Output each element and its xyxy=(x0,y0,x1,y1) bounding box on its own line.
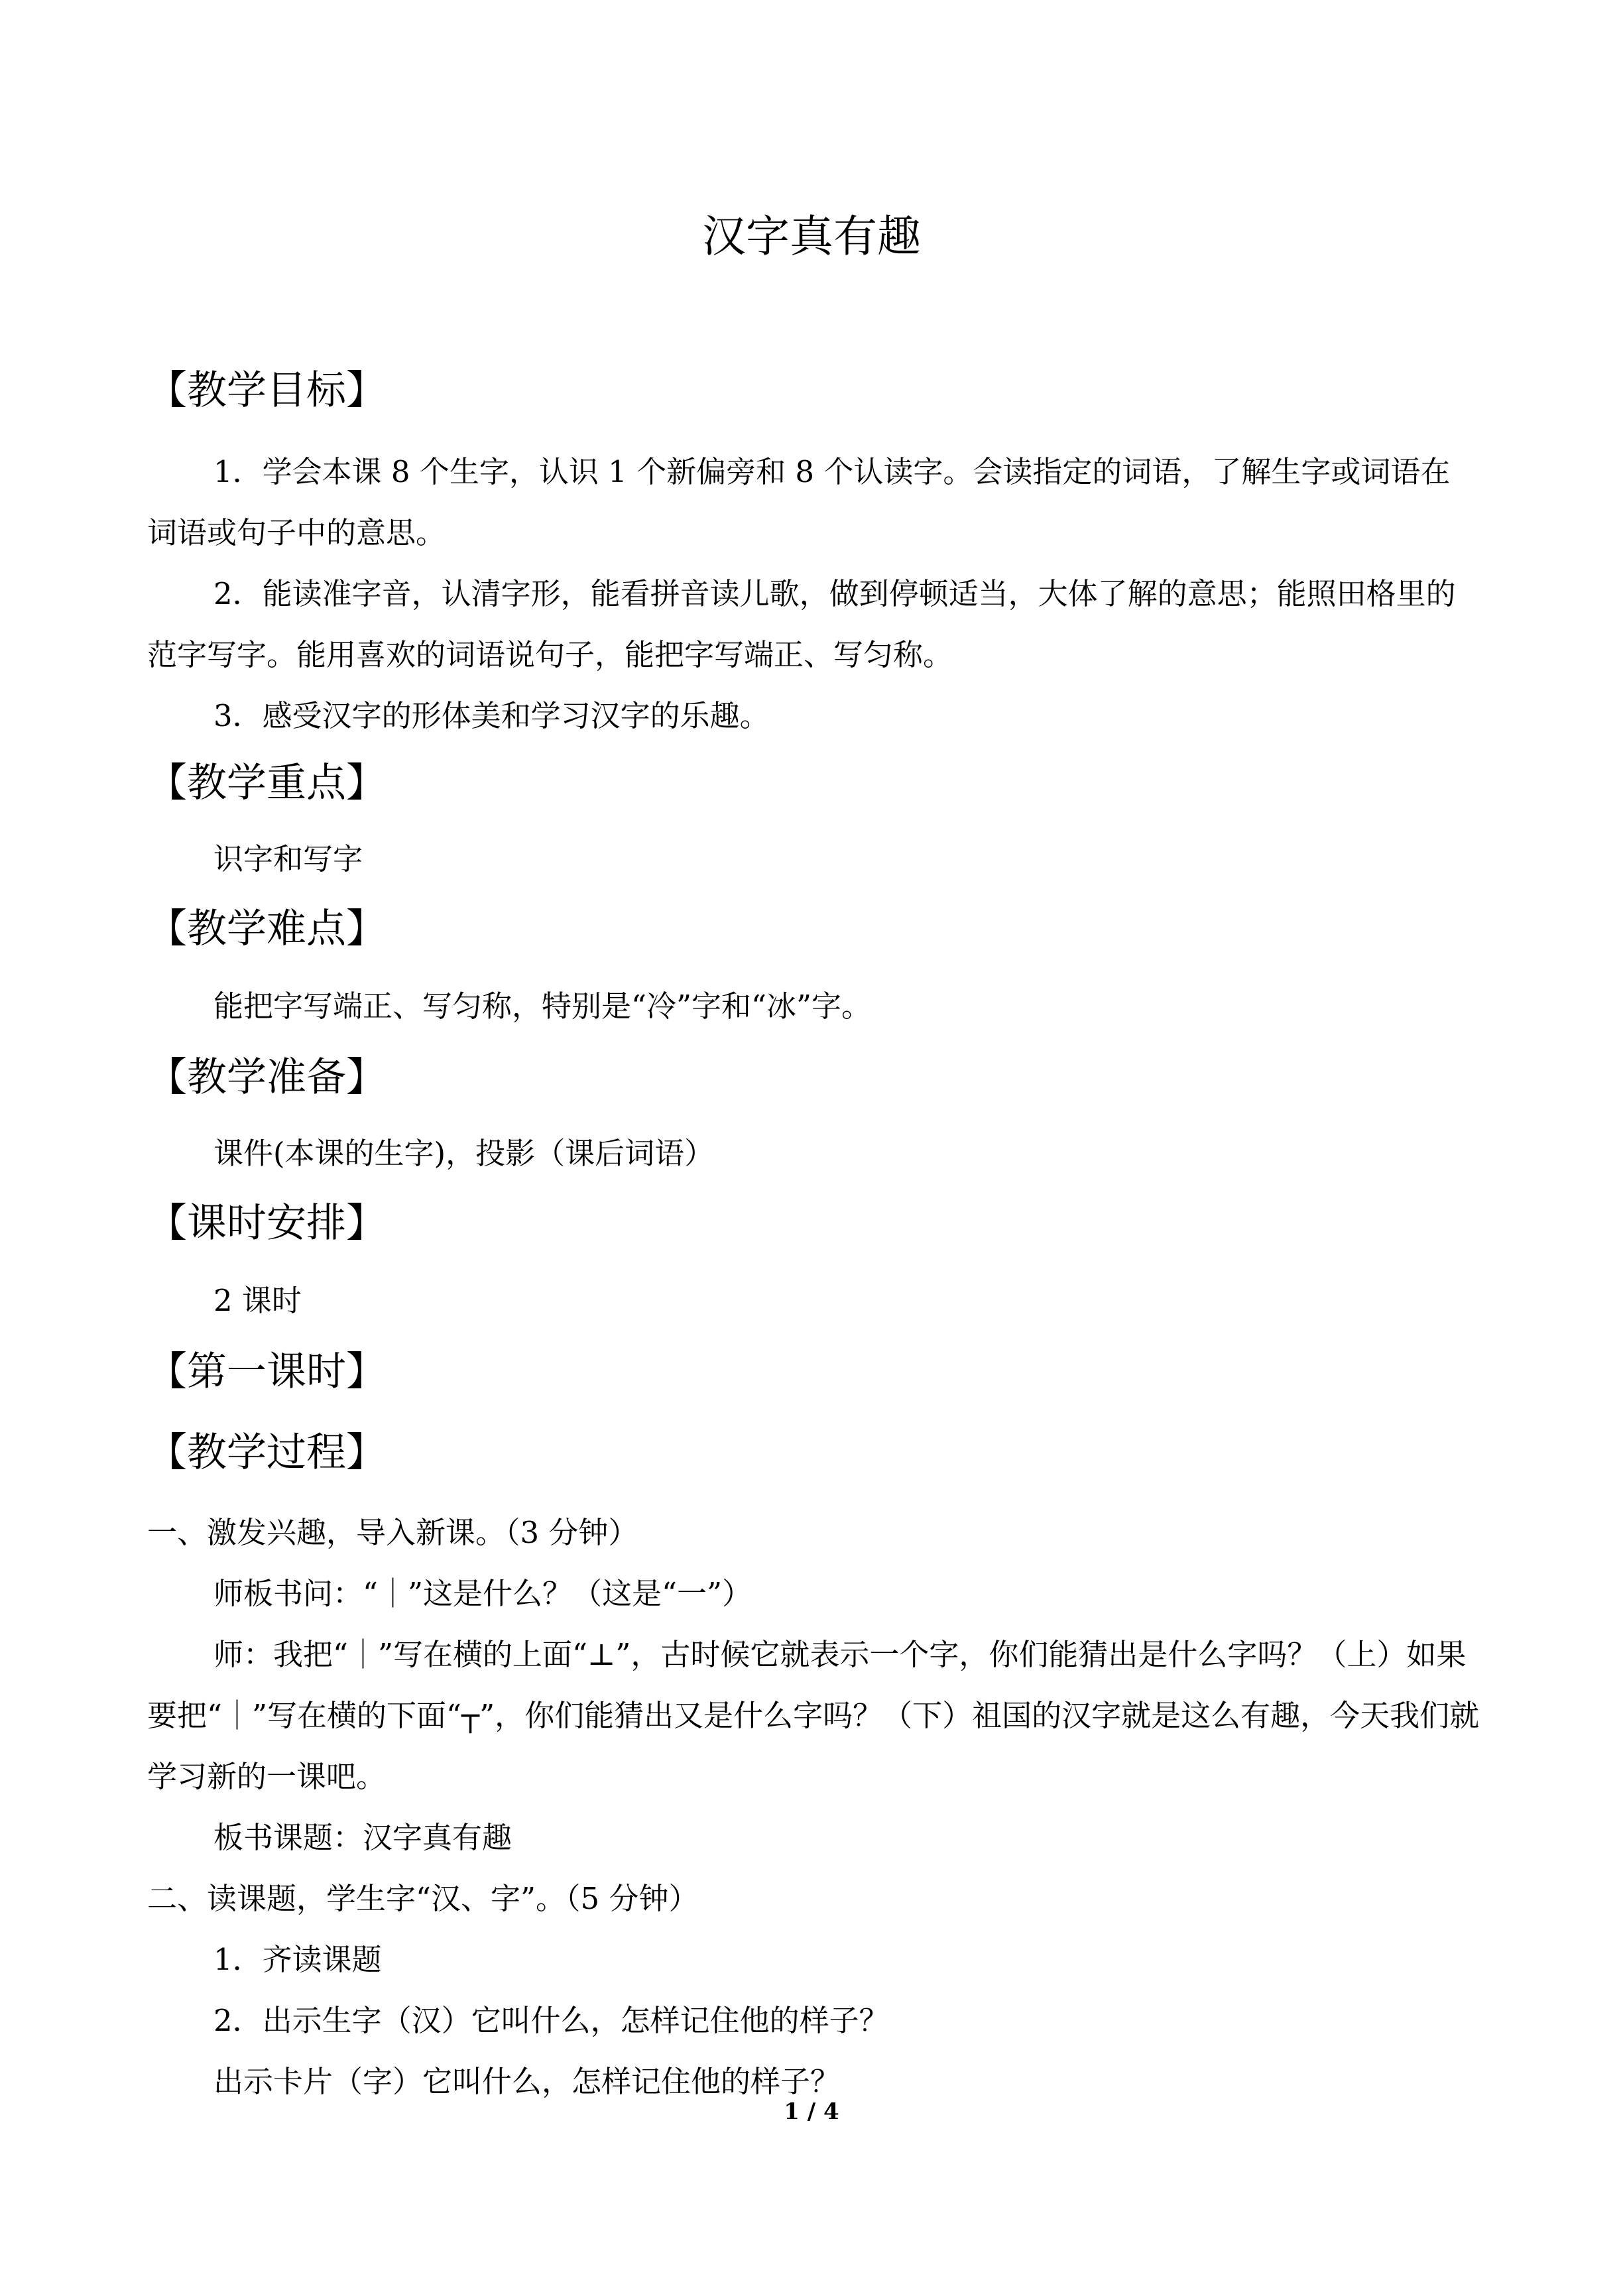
preparation-text: 课件(本课的生字)，投影（课后词语） xyxy=(213,1136,715,1171)
process-step2-line1: 1．齐读课题 xyxy=(213,1942,382,1977)
process-step1-paragraph: 师：我把“｜”写在横的上面“⊥”，古时候它就表示一个字，你们能猜出是什么字吗？（上）如果要把“｜”写在横的下面“┬”，你们能猜出又是什么字吗？（下）祖国的汉字就是这么有趣，今天我们就学习新的一课吧。 xyxy=(147,1637,1480,1794)
process-step1-line1: 师板书问：“｜”这是什么？（这是“一”） xyxy=(213,1576,752,1611)
heading-process: 【教学过程】 xyxy=(147,1429,386,1476)
heading-preparation: 【教学准备】 xyxy=(147,1054,386,1101)
heading-first-lesson: 【第一课时】 xyxy=(147,1349,386,1395)
process-step2-line3: 出示卡片（字）它叫什么，怎样记住他的样子？ xyxy=(213,2064,841,2099)
heading-difficulties: 【教学难点】 xyxy=(147,906,386,952)
process-step2-line2: 2．出示生字（汉）它叫什么，怎样记住他的样子？ xyxy=(213,2003,889,2038)
document-title: 汉字真有趣 xyxy=(702,211,921,262)
process-step2-title: 二、读课题，学生字“汉、字”。（5 分钟） xyxy=(147,1881,699,1916)
schedule-text: 2 课时 xyxy=(213,1283,302,1318)
process-step1-line2: 板书课题：汉字真有趣 xyxy=(213,1820,512,1855)
process-step1-title: 一、激发兴趣，导入新课。（3 分钟） xyxy=(147,1515,638,1550)
page-number: 1 / 4 xyxy=(784,2098,839,2125)
difficulties-text: 能把字写端正、写匀称，特别是“冷”字和“冰”字。 xyxy=(213,989,872,1024)
objective-item-3: 3．感受汉字的形体美和学习汉字的乐趣。 xyxy=(213,698,770,733)
heading-schedule: 【课时安排】 xyxy=(147,1200,386,1246)
heading-key-points: 【教学重点】 xyxy=(147,760,386,806)
objective-item-1: 1．学会本课 8 个生字，认识 1 个新偏旁和 8 个认读字。会读指定的词语，了解生字或词语在词语或句子中的意思。 xyxy=(147,454,1451,550)
objective-item-2: 2．能读准字音，认清字形，能看拼音读儿歌，做到停顿适当，大体了解的意思；能照田格里的范字写字。能用喜欢的词语说句子，能把字写端正、写匀称。 xyxy=(147,576,1456,672)
heading-objectives: 【教学目标】 xyxy=(147,367,386,414)
key-points-text: 识字和写字 xyxy=(213,841,363,876)
